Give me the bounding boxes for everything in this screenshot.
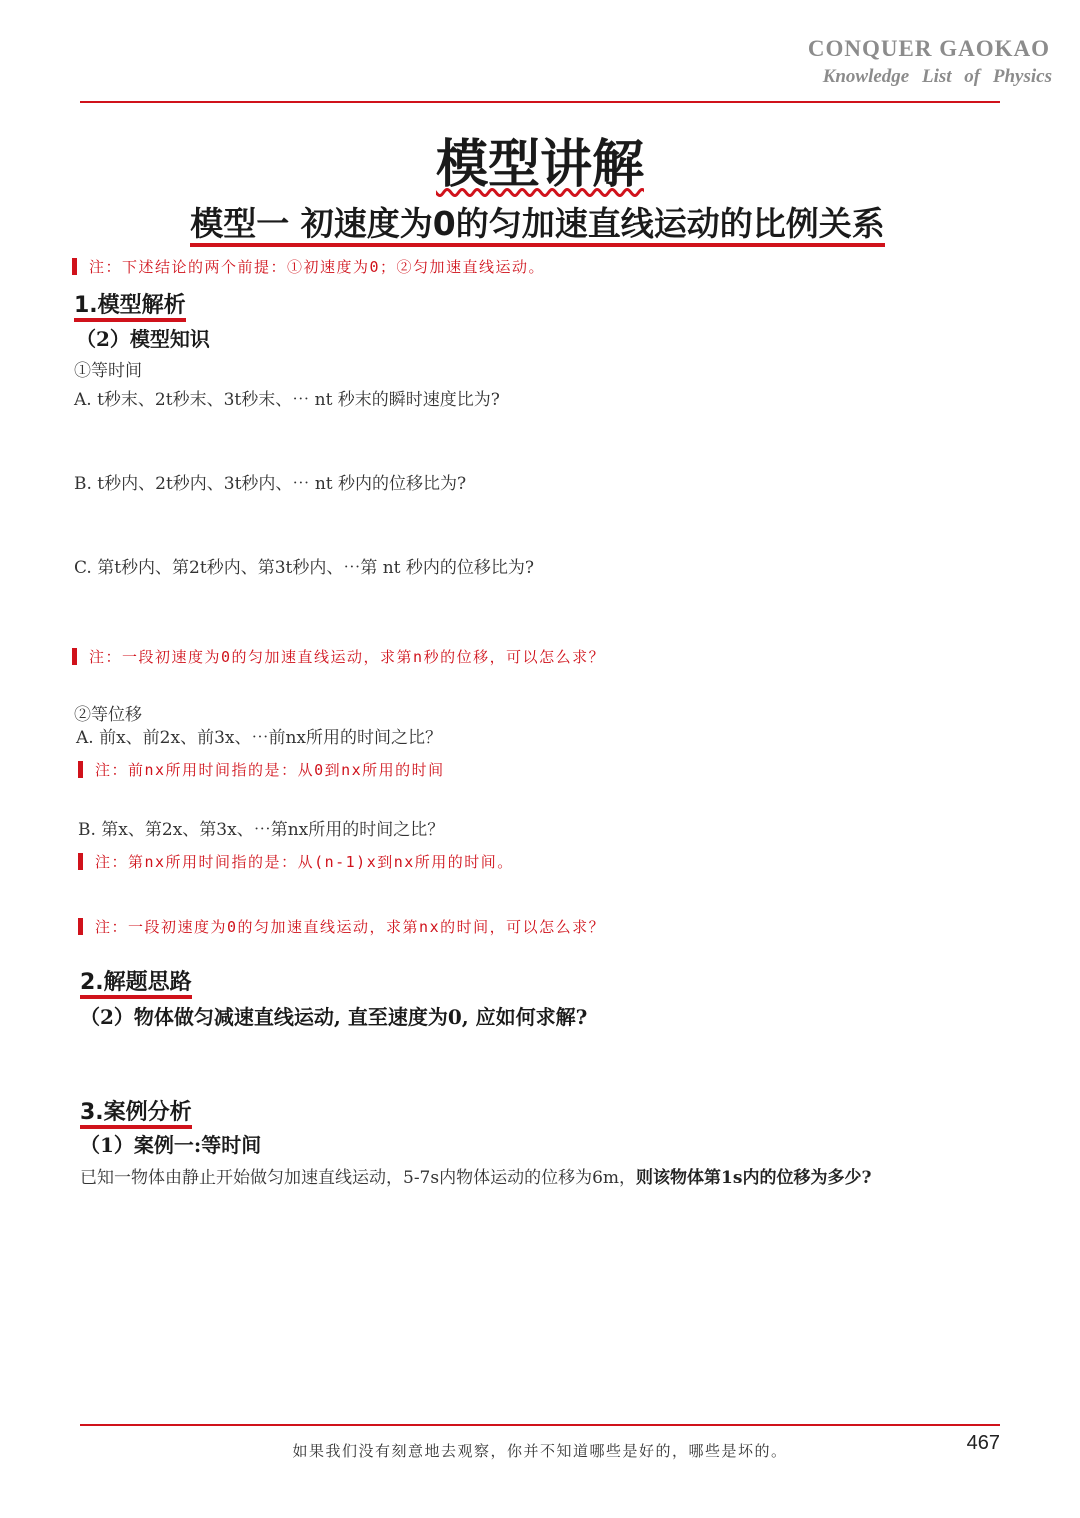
footer-divider xyxy=(80,1424,1000,1426)
note-nth-x: 注：第nx所用时间指的是：从(n-1)x到nx所用的时间。 xyxy=(78,851,514,872)
page-title-text: 模型讲解 xyxy=(435,135,644,195)
page-title xyxy=(0,122,1080,197)
model-title-text: 模型一 初速度为0的匀加速直线运动的比例关系 xyxy=(190,204,884,247)
footer-quote: 如果我们没有刻意地去观察，你并不知道哪些是好的，哪些是坏的。 xyxy=(292,1442,788,1460)
equal-time-item-b: B. t秒内、2t秒内、3t秒内、⋯ nt 秒内的位移比为? xyxy=(74,474,467,494)
note-nx-time: 注：一段初速度为0的匀加速直线运动，求第nx的时间，可以怎么求？ xyxy=(78,916,605,937)
subheading-deceleration: （2）物体做匀减速直线运动, 直至速度为0, 应如何求解? xyxy=(80,1005,588,1029)
brand-subtitle: Knowledge List of Physics xyxy=(822,66,1052,87)
equal-displacement-item-b: B. 第x、第2x、第3x、⋯第nx所用的时间之比？ xyxy=(78,820,445,840)
model-title xyxy=(0,198,1075,245)
section-heading-approach-text: 2.解题思路 xyxy=(80,970,192,999)
subheading-model-knowledge: （2）模型知识 xyxy=(76,327,210,351)
section-heading-case-text: 3.案例分析 xyxy=(80,1100,192,1129)
header-divider xyxy=(80,101,1000,103)
equal-time-label: ①等时间 xyxy=(74,361,142,381)
note-premise: 注：下述结论的两个前提：①初速度为0；②匀加速直线运动。 xyxy=(72,256,545,277)
section-heading-analysis-text: 1.模型解析 xyxy=(74,293,186,322)
subheading-case-one: （1）案例一:等时间 xyxy=(80,1133,262,1157)
page-number: 467 xyxy=(966,1432,1000,1454)
case-problem-plain: 已知一物体由静止开始做匀加速直线运动，5-7s内物体运动的位移为6m， xyxy=(80,1168,637,1188)
section-heading-analysis xyxy=(74,288,186,319)
section-heading-case xyxy=(80,1095,192,1126)
brand-title: CONQUER GAOKAO xyxy=(807,36,1050,61)
equal-displacement-label: ②等位移 xyxy=(74,705,142,725)
note-nth-second: 注：一段初速度为0的匀加速直线运动，求第n秒的位移，可以怎么求？ xyxy=(72,646,605,667)
case-problem-question: 则该物体第1s内的位移为多少? xyxy=(636,1168,872,1188)
equal-time-item-a: A. t秒末、2t秒末、3t秒末、⋯ nt 秒末的瞬时速度比为? xyxy=(74,390,500,410)
equal-time-item-c: C. 第t秒内、第2t秒内、第3t秒内、⋯第 nt 秒内的位移比为? xyxy=(74,558,535,578)
note-first-nx: 注：前nx所用时间指的是：从0到nx所用的时间 xyxy=(78,759,445,780)
section-heading-approach xyxy=(80,965,192,996)
equal-displacement-item-a: A. 前x、前2x、前3x、⋯前nx所用的时间之比？ xyxy=(76,728,443,748)
case-problem xyxy=(80,1163,871,1188)
